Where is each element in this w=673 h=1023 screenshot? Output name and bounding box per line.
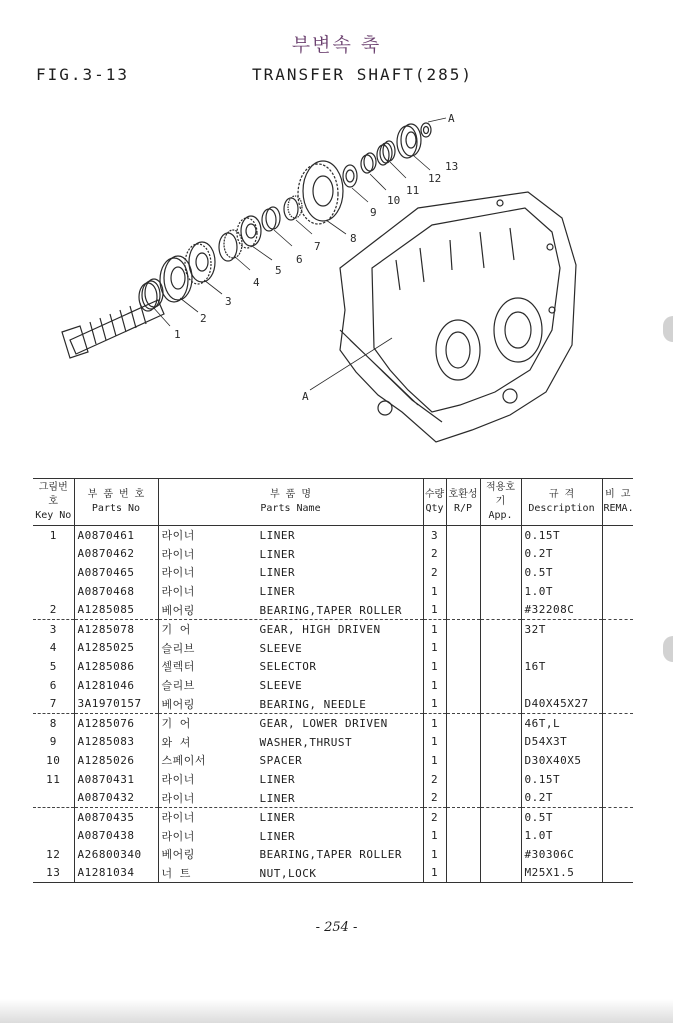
app-cell xyxy=(480,600,521,619)
column-header-english: Description xyxy=(528,503,595,514)
column-header xyxy=(158,479,423,526)
part-12-bearing xyxy=(397,124,421,158)
part-name-korean: 슬리브 xyxy=(161,679,195,693)
part-name-cell xyxy=(158,864,423,883)
rp-cell xyxy=(446,676,480,695)
callout-8: 8 xyxy=(350,232,357,245)
table-row xyxy=(33,807,633,826)
key-number-cell xyxy=(33,582,74,601)
part-name-cell xyxy=(158,807,423,826)
callout-6: 6 xyxy=(296,253,303,266)
part-7-needle-bearing xyxy=(284,196,302,220)
part-number-cell: A0870438 xyxy=(74,827,158,846)
part-name-korean: 라이너 xyxy=(161,791,195,805)
part-number-cell: A1281046 xyxy=(74,676,158,695)
description-cell xyxy=(521,639,602,658)
transfer-case-housing xyxy=(340,192,576,442)
quantity-cell: 2 xyxy=(423,770,446,789)
remarks-cell xyxy=(602,694,633,713)
page-title-english: TRANSFER SHAFT(285) xyxy=(252,65,474,84)
app-cell xyxy=(480,807,521,826)
remarks-cell xyxy=(602,676,633,695)
part-name-korean: 라이너 xyxy=(161,829,195,843)
part-name-korean: 라이너 xyxy=(161,773,195,787)
quantity-cell: 1 xyxy=(423,619,446,638)
part-name-korean: 베어링 xyxy=(161,603,195,617)
part-number-cell: A0870431 xyxy=(74,770,158,789)
callout-4: 4 xyxy=(253,276,260,289)
part-name-cell xyxy=(158,676,423,695)
table-row xyxy=(33,864,633,883)
callout-2: 2 xyxy=(200,312,207,325)
remarks-cell xyxy=(602,827,633,846)
callout-a-bottom: A xyxy=(302,390,309,403)
part-number-cell: A1285026 xyxy=(74,751,158,770)
callout-3: 3 xyxy=(225,295,232,308)
description-cell: D40X45X27 xyxy=(521,694,602,713)
part-name-english: LINER xyxy=(259,529,296,543)
remarks-cell xyxy=(602,657,633,676)
remarks-cell xyxy=(602,770,633,789)
callout-7: 7 xyxy=(314,240,321,253)
app-cell xyxy=(480,676,521,695)
part-8-gear xyxy=(298,161,343,224)
part-name-korean: 슬리브 xyxy=(161,641,195,655)
remarks-cell xyxy=(602,864,633,883)
part-name-english: BEARING, NEEDLE xyxy=(259,697,367,711)
part-name-cell xyxy=(158,770,423,789)
key-number-cell: 9 xyxy=(33,733,74,752)
table-row xyxy=(33,657,633,676)
part-name-cell xyxy=(158,733,423,752)
description-cell: M25X1.5 xyxy=(521,864,602,883)
part-name-korean: 셀렉터 xyxy=(161,660,195,674)
remarks-cell xyxy=(602,619,633,638)
quantity-cell: 1 xyxy=(423,600,446,619)
quantity-cell: 1 xyxy=(423,694,446,713)
column-header xyxy=(480,479,521,526)
key-number-cell xyxy=(33,788,74,807)
rp-cell xyxy=(446,770,480,789)
table-row xyxy=(33,600,633,619)
description-cell: 46T,L xyxy=(521,713,602,732)
remarks-cell xyxy=(602,526,633,545)
part-name-korean: 라이너 xyxy=(161,585,195,599)
part-name-english: LINER xyxy=(259,829,296,843)
part-name-cell xyxy=(158,600,423,619)
key-number-cell xyxy=(33,827,74,846)
binding-hole-mark xyxy=(663,636,673,662)
rp-cell xyxy=(446,563,480,582)
part-name-korean: 스페이서 xyxy=(161,754,207,768)
part-name-english: LINER xyxy=(259,811,296,825)
part-name-english: LINER xyxy=(259,547,296,561)
table-row xyxy=(33,619,633,638)
part-2-bearing xyxy=(160,256,192,302)
part-number-cell: A0870465 xyxy=(74,563,158,582)
quantity-cell: 1 xyxy=(423,845,446,864)
part-13-lock-nut xyxy=(421,123,431,137)
part-name-korean: 라이너 xyxy=(161,811,195,825)
column-header-english: R/P xyxy=(453,503,473,514)
binding-hole-mark xyxy=(663,316,673,342)
part-name-cell xyxy=(158,751,423,770)
column-header-english: REMA. xyxy=(603,503,634,514)
table-row xyxy=(33,694,633,713)
app-cell xyxy=(480,770,521,789)
part-9-washer xyxy=(343,165,357,187)
app-cell xyxy=(480,733,521,752)
table-row xyxy=(33,545,633,564)
app-cell xyxy=(480,657,521,676)
quantity-cell: 1 xyxy=(423,657,446,676)
column-header xyxy=(521,479,602,526)
column-header xyxy=(602,479,633,526)
part-11-liners xyxy=(377,141,395,165)
part-name-english: SPACER xyxy=(259,754,303,768)
callout-9: 9 xyxy=(370,206,377,219)
description-cell: 0.5T xyxy=(521,807,602,826)
key-number-cell: 12 xyxy=(33,845,74,864)
table-row xyxy=(33,827,633,846)
key-number-cell: 6 xyxy=(33,676,74,695)
app-cell xyxy=(480,845,521,864)
app-cell xyxy=(480,526,521,545)
quantity-cell: 2 xyxy=(423,563,446,582)
table-row xyxy=(33,788,633,807)
callout-13: 13 xyxy=(445,160,459,173)
quantity-cell: 1 xyxy=(423,864,446,883)
remarks-cell xyxy=(602,582,633,601)
quantity-cell: 2 xyxy=(423,545,446,564)
app-cell xyxy=(480,582,521,601)
description-cell: #30306C xyxy=(521,845,602,864)
part-name-english: LINER xyxy=(259,566,296,580)
part-number-cell: A1281034 xyxy=(74,864,158,883)
quantity-cell: 1 xyxy=(423,582,446,601)
description-cell: 0.15T xyxy=(521,770,602,789)
part-name-cell xyxy=(158,713,423,732)
app-cell xyxy=(480,694,521,713)
rp-cell xyxy=(446,751,480,770)
table-row xyxy=(33,676,633,695)
rp-cell xyxy=(446,600,480,619)
part-name-korean: 와 셔 xyxy=(161,735,191,749)
part-name-english: GEAR, LOWER DRIVEN xyxy=(259,717,388,731)
remarks-cell xyxy=(602,751,633,770)
column-header-english: Parts Name xyxy=(260,503,321,514)
description-cell: 0.15T xyxy=(521,526,602,545)
header-row xyxy=(33,479,633,526)
description-cell: D54X3T xyxy=(521,733,602,752)
column-header xyxy=(33,479,74,526)
column-header-english: Qty xyxy=(425,503,444,514)
page-bottom-edge xyxy=(0,999,673,1023)
part-number-cell: A1285025 xyxy=(74,639,158,658)
callout-5: 5 xyxy=(275,264,282,277)
part-4-sleeve xyxy=(219,230,242,261)
part-number-cell: A0870432 xyxy=(74,788,158,807)
column-header-korean: 적용호기 xyxy=(486,482,515,507)
key-number-cell xyxy=(33,563,74,582)
column-header-korean: 부 품 번 호 xyxy=(87,489,145,500)
description-cell: 1.0T xyxy=(521,827,602,846)
rp-cell xyxy=(446,845,480,864)
quantity-cell: 3 xyxy=(423,526,446,545)
quantity-cell: 1 xyxy=(423,713,446,732)
key-number-cell: 7 xyxy=(33,694,74,713)
remarks-cell xyxy=(602,733,633,752)
rp-cell xyxy=(446,582,480,601)
table-row xyxy=(33,582,633,601)
description-cell: 32T xyxy=(521,619,602,638)
part-number-cell: A1285078 xyxy=(74,619,158,638)
part-name-cell xyxy=(158,563,423,582)
remarks-cell xyxy=(602,563,633,582)
remarks-cell xyxy=(602,713,633,732)
key-number-cell: 10 xyxy=(33,751,74,770)
part-number-cell: A0870461 xyxy=(74,526,158,545)
part-name-english: LINER xyxy=(259,791,296,805)
table-row xyxy=(33,563,633,582)
rp-cell xyxy=(446,807,480,826)
description-cell: 1.0T xyxy=(521,582,602,601)
table-row xyxy=(33,526,633,545)
part-5-selector xyxy=(237,216,261,248)
description-cell xyxy=(521,676,602,695)
column-header-english: App. xyxy=(488,510,513,521)
description-cell: 0.2T xyxy=(521,788,602,807)
column-header-english: Parts No xyxy=(91,503,141,514)
callout-12: 12 xyxy=(428,172,442,185)
quantity-cell: 1 xyxy=(423,733,446,752)
rp-cell xyxy=(446,713,480,732)
part-name-korean: 베어링 xyxy=(161,848,195,862)
parts-table-header xyxy=(33,479,633,526)
key-number-cell: 4 xyxy=(33,639,74,658)
part-6-sleeve xyxy=(262,207,280,231)
table-row xyxy=(33,733,633,752)
rp-cell xyxy=(446,694,480,713)
key-number-cell: 3 xyxy=(33,619,74,638)
part-number-cell: A1285085 xyxy=(74,600,158,619)
table-row xyxy=(33,639,633,658)
app-cell xyxy=(480,639,521,658)
part-name-english: SLEEVE xyxy=(259,641,303,655)
description-cell: 0.5T xyxy=(521,563,602,582)
parts-table xyxy=(33,478,633,883)
column-header-korean: 수량 xyxy=(424,489,445,500)
key-number-cell: 11 xyxy=(33,770,74,789)
key-number-cell: 8 xyxy=(33,713,74,732)
part-name-cell xyxy=(158,526,423,545)
rp-cell xyxy=(446,733,480,752)
quantity-cell: 1 xyxy=(423,827,446,846)
app-cell xyxy=(480,619,521,638)
figure-number: FIG.3-13 xyxy=(36,65,130,84)
part-name-english: LINER xyxy=(259,585,296,599)
quantity-cell: 1 xyxy=(423,751,446,770)
quantity-cell: 1 xyxy=(423,639,446,658)
part-number-cell: A1285083 xyxy=(74,733,158,752)
remarks-cell xyxy=(602,545,633,564)
key-number-cell: 13 xyxy=(33,864,74,883)
part-number-cell: A1285076 xyxy=(74,713,158,732)
remarks-cell xyxy=(602,639,633,658)
column-header-korean: 호환성 xyxy=(448,489,478,500)
part-name-korean: 라이너 xyxy=(161,566,195,580)
remarks-cell xyxy=(602,788,633,807)
column-header-korean: 부 품 명 xyxy=(269,489,312,500)
table-row xyxy=(33,751,633,770)
remarks-cell xyxy=(602,807,633,826)
key-number-cell: 1 xyxy=(33,526,74,545)
part-1-liners xyxy=(139,279,163,311)
part-name-korean: 기 어 xyxy=(161,717,191,731)
description-cell: 0.2T xyxy=(521,545,602,564)
app-cell xyxy=(480,751,521,770)
rp-cell xyxy=(446,827,480,846)
part-name-english: WASHER,THRUST xyxy=(259,735,353,749)
part-name-cell xyxy=(158,827,423,846)
part-number-cell: A1285086 xyxy=(74,657,158,676)
app-cell xyxy=(480,545,521,564)
page-title-korean: 부변속 축 xyxy=(291,34,382,56)
table-row xyxy=(33,770,633,789)
part-number-cell: A0870435 xyxy=(74,807,158,826)
description-cell: 16T xyxy=(521,657,602,676)
rp-cell xyxy=(446,788,480,807)
quantity-cell: 1 xyxy=(423,676,446,695)
part-name-cell xyxy=(158,694,423,713)
rp-cell xyxy=(446,619,480,638)
rp-cell xyxy=(446,639,480,658)
rp-cell xyxy=(446,864,480,883)
app-cell xyxy=(480,563,521,582)
column-header xyxy=(446,479,480,526)
exploded-parts-diagram xyxy=(40,100,600,470)
callout-1: 1 xyxy=(174,328,181,341)
remarks-cell xyxy=(602,600,633,619)
rp-cell xyxy=(446,545,480,564)
part-name-english: BEARING,TAPER ROLLER xyxy=(259,603,402,617)
part-name-cell xyxy=(158,639,423,658)
part-name-cell xyxy=(158,545,423,564)
part-name-cell xyxy=(158,619,423,638)
column-header-english: Key No xyxy=(35,510,72,521)
part-3-gear xyxy=(185,242,215,284)
app-cell xyxy=(480,864,521,883)
remarks-cell xyxy=(602,845,633,864)
part-name-english: LINER xyxy=(259,773,296,787)
key-number-cell xyxy=(33,545,74,564)
callout-10: 10 xyxy=(387,194,401,207)
part-name-korean: 너 트 xyxy=(161,866,191,880)
key-number-cell: 2 xyxy=(33,600,74,619)
column-header xyxy=(423,479,446,526)
parts-table-body xyxy=(33,526,633,883)
part-name-cell xyxy=(158,845,423,864)
column-header-korean: 비 고 xyxy=(605,489,631,500)
part-name-cell xyxy=(158,582,423,601)
callout-11: 11 xyxy=(406,184,420,197)
key-number-cell: 5 xyxy=(33,657,74,676)
part-number-cell: A26800340 xyxy=(74,845,158,864)
rp-cell xyxy=(446,657,480,676)
part-number-cell: 3A1970157 xyxy=(74,694,158,713)
part-name-english: SELECTOR xyxy=(259,660,317,674)
rp-cell xyxy=(446,526,480,545)
app-cell xyxy=(480,713,521,732)
description-cell: #32208C xyxy=(521,600,602,619)
column-header-korean: 규 격 xyxy=(548,489,575,500)
app-cell xyxy=(480,788,521,807)
part-name-cell xyxy=(158,657,423,676)
part-name-english: SLEEVE xyxy=(259,679,303,693)
key-number-cell xyxy=(33,807,74,826)
part-name-korean: 베어링 xyxy=(161,697,195,711)
part-name-english: NUT,LOCK xyxy=(259,866,317,880)
part-number-cell: A0870468 xyxy=(74,582,158,601)
part-name-english: BEARING,TAPER ROLLER xyxy=(259,848,402,862)
part-10-spacer xyxy=(361,153,376,173)
quantity-cell: 2 xyxy=(423,807,446,826)
table-row xyxy=(33,713,633,732)
part-number-cell: A0870462 xyxy=(74,545,158,564)
table-row xyxy=(33,845,633,864)
app-cell xyxy=(480,827,521,846)
callout-a-top: A xyxy=(448,112,455,125)
part-name-korean: 라이너 xyxy=(161,547,195,561)
page-number: - 254 - xyxy=(315,920,358,935)
description-cell: D30X40X5 xyxy=(521,751,602,770)
part-name-cell xyxy=(158,788,423,807)
part-name-korean: 라이너 xyxy=(161,529,195,543)
part-name-english: GEAR, HIGH DRIVEN xyxy=(259,623,381,637)
column-header-korean: 그림번호 xyxy=(38,482,68,507)
quantity-cell: 2 xyxy=(423,788,446,807)
part-name-korean: 기 어 xyxy=(161,623,191,637)
column-header xyxy=(74,479,158,526)
